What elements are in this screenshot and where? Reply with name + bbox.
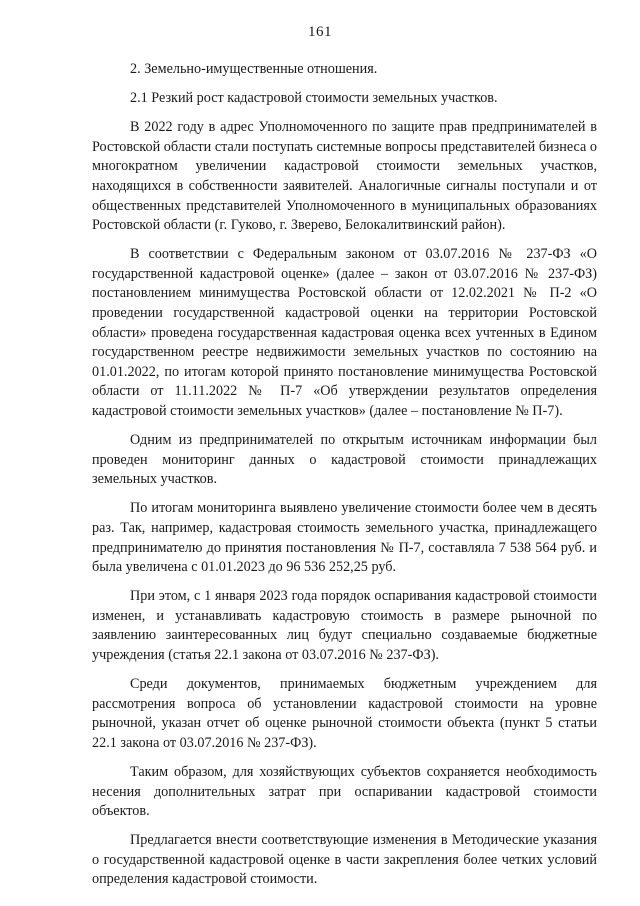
paragraph-required-documents: Среди документов, принимаемых бюджетным учреждением для рассмотрения вопроса об установлении кадастровой стоимости на уровне рыночной, указан отчет об оценке рыночной стоимости объекта (пункт 5 статьи 22.1 закона от 03.07.2016 № 237-ФЗ).	[92, 676, 597, 751]
paragraph-dispute-procedure: При этом, с 1 января 2023 года порядок оспаривания кадастровой стоимости изменен, и устанавливать кадастровую стоимость в размере рыночной по заявлению заинтересованных лиц будут специально создаваемые бюджетные учреждения (статья 22.1 закона от 03.07.2016 № 237-ФЗ).	[92, 588, 597, 664]
paragraph-monitoring: Одним из предпринимателей по открытым источникам информации был проведен мониторинг данных о кадастровой стоимости принадлежащих земельных участков.	[92, 432, 597, 488]
paragraph-monitoring-results: По итогам мониторинга выявлено увеличение стоимости более чем в десять раз. Так, например, кадастровая стоимость земельного участка, принадлежащего предпринимателю до принятия постановления № П-7, составляла 7 538 564 руб. и была увеличена с 01.01.2023 до 96 536 252,25 руб.	[92, 500, 597, 576]
paragraph-complaints: В 2022 году в адрес Уполномоченного по защите прав предпринимателей в Ростовской области стали поступать системные вопросы представителей бизнеса о многократном увеличении кадастровой стоимости земельных участков, находящихся в собственности заявителей. Аналогичные сигналы поступали и от общественных представителей Уполномоченного в муниципальных образованиях Ростовской области (г. Гуково, г. Зверево, Белокалитвинский район).	[92, 119, 597, 234]
subsection-heading: 2.1 Резкий рост кадастровой стоимости земельных участков.	[130, 90, 498, 107]
paragraph-proposal: Предлагается внести соответствующие изменения в Методические указания о государственной кадастровой оценке в части закрепления более четких условий определения кадастровой стоимости.	[92, 832, 597, 888]
paragraph-conclusion: Таким образом, для хозяйствующих субъектов сохраняется необходимость несения дополнительных затрат при оспаривании кадастровой стоимости объектов.	[92, 764, 597, 820]
page-number: 161	[308, 24, 332, 40]
section-heading: 2. Земельно-имущественные отношения.	[130, 61, 378, 77]
paragraph-legal-basis: В соответствии с Федеральным законом от 03.07.2016 № 237-ФЗ «О государственной кадастровой оценке» (далее – закон от 03.07.2016 № 237-ФЗ) постановлением минимущества Ростовской области от 12.02.2021 № П-2 «О проведении государственной кадастровой оценки на территории Ростовской области» проведена государственная кадастровая оценка всех учтенных в Едином государственном реестре недвижимости земельных участков по состоянию на 01.01.2022, по итогам которой принято постановление минимущества Ростовской области от 11.11.2022 № П-7 «Об утверждении результатов определения кадастровой стоимости земельных участков» (далее – постановление № П-7).	[92, 246, 597, 419]
document-body	[92, 60, 597, 900]
